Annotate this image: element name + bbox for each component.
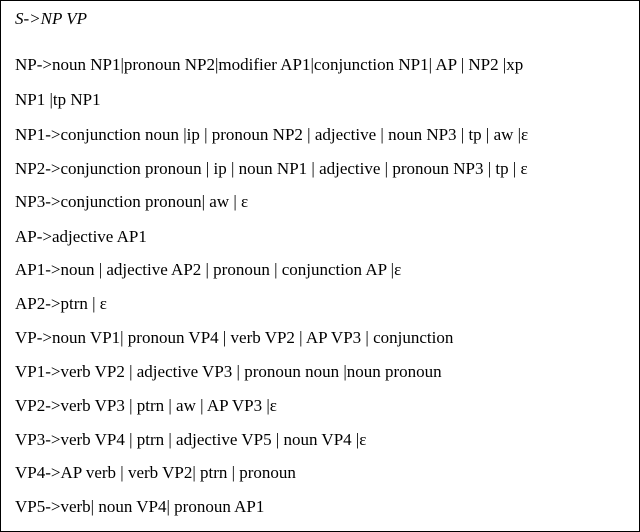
rule-line-np3: NP3->conjunction pronoun| aw | ε <box>15 192 249 211</box>
rule-line-vp5: VP5->verb| noun VP4| pronoun AP1 <box>15 497 265 516</box>
start-rule: S->NP VP <box>15 9 88 28</box>
rule-line-vp3: VP3->verb VP4 | ptrn | adjective VP5 | noun VP4 |ε <box>15 430 367 449</box>
rule-line-vp: VP->noun VP1| pronoun VP4 | verb VP2 | AP VP3 | conjunction <box>15 328 454 347</box>
rule-line-vp4: VP4->AP verb | verb VP2| ptrn | pronoun <box>15 463 296 482</box>
rule-line-np1: NP1->conjunction noun |ip | pronoun NP2 | adjective | noun NP3 | tp | aw |ε <box>15 125 529 144</box>
rule-line-ap2: AP2->ptrn | ε <box>15 294 107 313</box>
rule-line-vp1: VP1->verb VP2 | adjective VP3 | pronoun noun |noun pronoun <box>15 362 442 381</box>
rule-line-ap1: AP1->noun | adjective AP2 | pronoun | conjunction AP |ε <box>15 260 402 279</box>
rule-line-ap: AP->adjective AP1 <box>15 227 147 246</box>
rule-line-vp2: VP2->verb VP3 | ptrn | aw | AP VP3 |ε <box>15 396 277 415</box>
rule-line-np: NP->noun NP1|pronoun NP2|modifier AP1|conjunction NP1| AP | NP2 |xp <box>15 55 524 74</box>
rule-line-np2: NP2->conjunction pronoun | ip | noun NP1 | adjective | pronoun NP3 | tp | ε <box>15 159 528 178</box>
rule-line-np-continued: NP1 |tp NP1 <box>15 90 101 109</box>
